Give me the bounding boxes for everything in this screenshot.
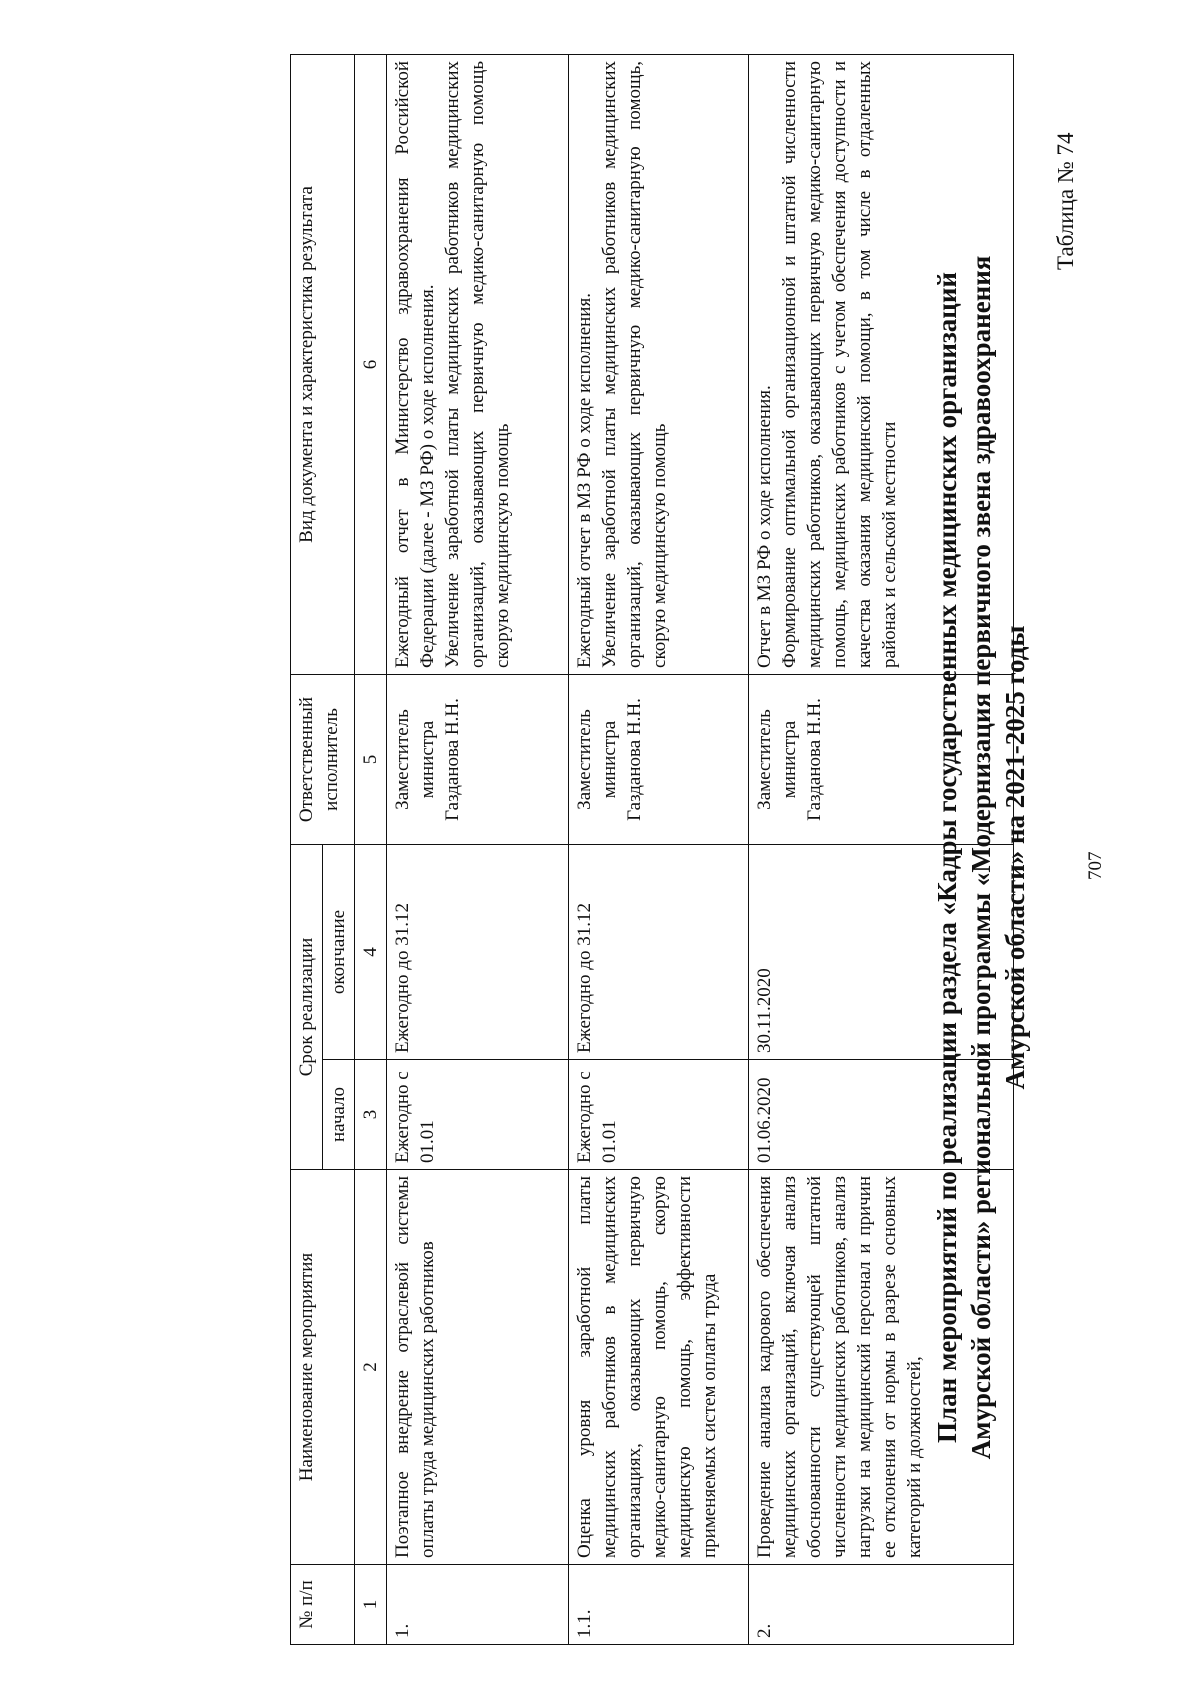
result-cell — [749, 54, 1014, 674]
result-text: Ежегодный отчет в МЗ РФ о ходе исполнения. — [574, 293, 595, 668]
table-row — [569, 54, 749, 1644]
measure-name: Оценка уровня заработной платы медицинских работников в медицинских организациях, оказывающих первичную медико-санитарную помощь, скорую медицинскую помощь, эффективности применяемых систем оплаты труда — [569, 1170, 749, 1565]
column-index: 1 — [355, 1565, 387, 1645]
header-end: окончание — [323, 844, 355, 1059]
header-row — [291, 54, 323, 1644]
end-date: Ежегодно до 31.12 — [387, 844, 569, 1059]
header-num: № п/п — [291, 1565, 355, 1645]
result-cell — [387, 54, 569, 674]
start-date: Ежегодно с 01.01 — [387, 1060, 569, 1170]
table-number: Таблица № 74 — [1053, 132, 1078, 270]
table-row — [387, 54, 569, 1644]
title-line-3: Амурской области» на 2021-2025 годы — [1000, 625, 1030, 1090]
executor: Заместитель министра Газданова Н.Н. — [569, 674, 749, 844]
title-line-2: Амурской области» региональной программы «Модернизация первичного звена здравоохранения — [966, 255, 996, 1460]
column-index: 5 — [355, 674, 387, 844]
column-index: 3 — [355, 1060, 387, 1170]
header-start: начало — [323, 1060, 355, 1170]
start-date: Ежегодно с 01.01 — [569, 1060, 749, 1170]
result-text: Формирование оптимальной организационной и штатной численности медицинских работников, оказывающих первичную медико-санитарную помощь, медицинских работников с учетом обеспечения доступности и качества оказания медицинской помощи, в том числе в отдаленных районах и сельской местности — [779, 60, 900, 668]
column-index-row — [355, 54, 387, 1644]
executor: Заместитель министра Газданова Н.Н. — [749, 674, 1014, 844]
measure-name: Проведение анализа кадрового обеспечения медицинских организаций, включая анализ обоснованности существующей штатной численности медицинских работников, анализ нагрузки на медицинский персонал и причин ее отклонения от нормы в разрезе основных категорий и должностей, — [749, 1170, 1014, 1565]
header-executor: Ответственный исполнитель — [291, 674, 355, 844]
row-number: 1.1. — [569, 1565, 749, 1645]
row-number: 1. — [387, 1565, 569, 1645]
header-result: Вид документа и характеристика результата — [291, 54, 355, 674]
header-name: Наименование мероприятия — [291, 1170, 355, 1565]
measure-name: Поэтапное внедрение отраслевой системы оплаты труда медицинских работников — [387, 1170, 569, 1565]
column-index: 4 — [355, 844, 387, 1059]
end-date: 30.11.2020 — [749, 844, 1014, 1059]
header-period: Срок реализации — [291, 844, 323, 1169]
title-line-1: План мероприятий по реализации раздела «Кадры государственных медицинских организаций — [932, 272, 962, 1443]
column-index: 2 — [355, 1170, 387, 1565]
result-text: Увеличение заработной платы медицинских работников медицинских организаций, оказывающих первичную медико-санитарную помощь, скорую медицинскую помощь — [599, 60, 670, 668]
end-date: Ежегодно до 31.12 — [569, 844, 749, 1059]
column-index: 6 — [355, 54, 387, 674]
table-row — [749, 54, 1014, 1644]
start-date: 01.06.2020 — [749, 1060, 1014, 1170]
executor: Заместитель министра Газданова Н.Н. — [387, 674, 569, 844]
result-text: Ежегодный отчет в Министерство здравоохранения Российской Федерации (далее - МЗ РФ) о ходе исполнения. — [392, 60, 438, 668]
result-text: Увеличение заработной платы медицинских работников медицинских организаций, оказывающих первичную медико-санитарную помощь скорую медицинскую помощь — [442, 60, 513, 668]
page-number: 707 — [1085, 851, 1106, 880]
result-cell — [569, 54, 749, 674]
plan-table — [290, 54, 1014, 1645]
row-number: 2. — [749, 1565, 1014, 1645]
result-text: Отчет в МЗ РФ о ходе исполнения. — [754, 385, 775, 668]
